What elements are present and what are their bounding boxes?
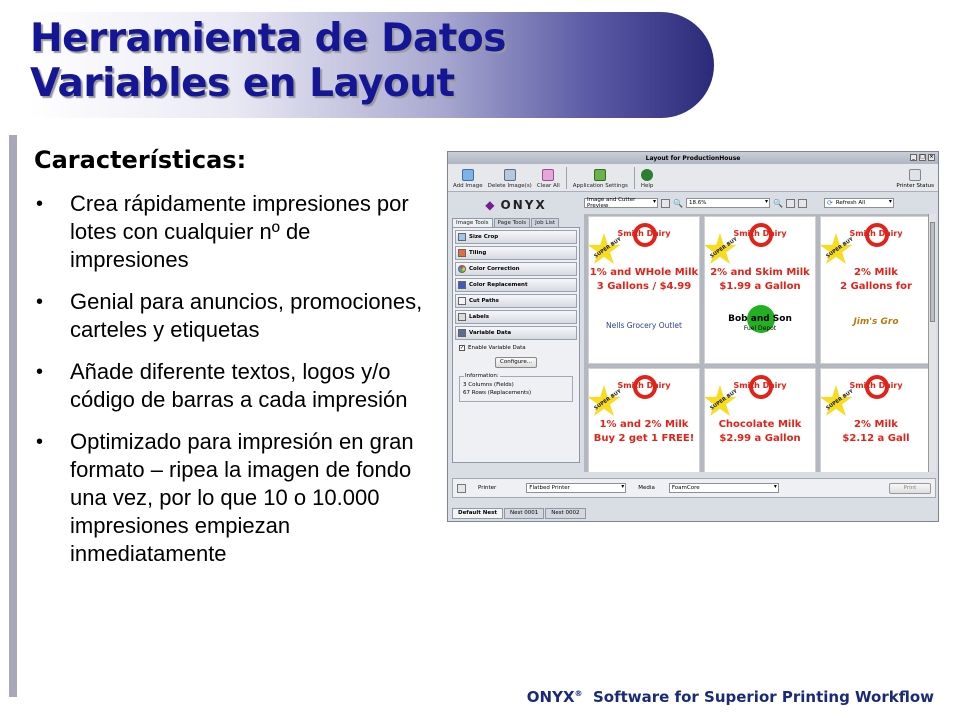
tab-image-tools[interactable]: Image Tools — [452, 218, 493, 227]
section-heading: Características: — [34, 146, 247, 174]
labels-icon — [458, 313, 466, 321]
onyx-logo-mark-icon: ◆ — [485, 198, 497, 212]
output-settings-bar — [452, 478, 936, 498]
toolbar-separator — [634, 167, 635, 189]
tool-tiling[interactable] — [455, 246, 577, 260]
minimize-icon[interactable]: _ — [910, 154, 917, 161]
printer-icon — [909, 169, 921, 181]
card-price: 2 Gallons for — [840, 281, 912, 292]
view-mode-select[interactable] — [584, 198, 658, 208]
tool-label: Size Crop — [469, 234, 499, 240]
footer-text: Software for Superior Printing Workflow — [592, 688, 934, 706]
enable-variable-data-label: Enable Variable Data — [468, 345, 526, 351]
footer-registered-mark: ® — [574, 689, 583, 698]
tool-color-correction[interactable] — [455, 262, 577, 276]
media-value: FoamCore — [671, 485, 700, 491]
help-button[interactable] — [640, 169, 655, 189]
tab-nest-0002[interactable]: Nest 0002 — [545, 508, 585, 519]
card-product: 2% and Skim Milk — [710, 267, 810, 278]
variable-data-icon — [458, 329, 466, 337]
tiling-icon — [458, 249, 466, 257]
printer-label: Printer — [478, 485, 497, 491]
print-card[interactable] — [588, 368, 700, 472]
feature-item: • Genial para anuncios, promociones, carteles y etiquetas — [34, 288, 434, 344]
toolbar-separator — [566, 167, 567, 189]
info-columns: 3 Columns (Fields) — [463, 382, 514, 388]
card-product: 2% Milk — [854, 267, 898, 278]
tool-label: Color Correction — [469, 266, 520, 272]
card-star-text: SUPER BUY — [825, 236, 855, 260]
zoom-value: 18.6% — [688, 200, 707, 206]
card-brand: Smith Dairy — [733, 229, 787, 238]
information-box — [459, 373, 573, 402]
card-product: Chocolate Milk — [718, 419, 802, 430]
card-brand: Smith Dairy — [617, 229, 671, 238]
tool-label: Tiling — [469, 250, 487, 256]
preview-toolbar — [584, 196, 936, 210]
info-rows: 67 Rows (Replacements) — [463, 390, 532, 396]
canvas-scrollbar[interactable] — [928, 214, 936, 472]
printer-value: Flatbed Printer — [529, 485, 570, 491]
printer-select[interactable] — [526, 483, 626, 493]
add-image-icon — [462, 169, 474, 181]
tool-label: Color Replacement — [469, 282, 528, 288]
slide-title — [30, 16, 590, 106]
single-view-icon[interactable] — [798, 199, 807, 208]
close-icon[interactable]: × — [929, 154, 934, 160]
print-button[interactable] — [889, 483, 931, 494]
refresh-all-label: Refresh All — [835, 200, 866, 206]
print-card[interactable] — [820, 216, 928, 364]
card-star-text: SUPER BUY — [709, 388, 739, 412]
help-icon — [641, 169, 653, 181]
application-settings-button[interactable] — [572, 169, 629, 189]
tool-label: Labels — [469, 314, 490, 320]
card-star-text: SUPER BUY — [593, 388, 623, 412]
variable-data-settings — [455, 342, 577, 405]
card-brand: Smith Dairy — [617, 381, 671, 390]
footer — [527, 688, 934, 706]
color-replacement-icon — [458, 281, 466, 289]
tab-job-list[interactable]: Job List — [531, 218, 559, 227]
settings-icon — [594, 169, 606, 181]
card-product: 2% Milk — [854, 419, 898, 430]
layout-canvas[interactable] — [584, 214, 928, 472]
card-brand: Smith Dairy — [733, 381, 787, 390]
tool-label: Variable Data — [469, 330, 512, 336]
card-store: Jim's Gro — [853, 317, 899, 327]
print-card[interactable] — [588, 216, 700, 364]
add-image-button[interactable] — [452, 169, 484, 189]
tool-size-crop[interactable] — [455, 230, 577, 244]
left-accent-rule — [9, 135, 17, 697]
feature-item: • Crea rápidamente impresiones por lotes con cualquier nº de impresiones — [34, 190, 434, 274]
zoom-in-icon[interactable]: 🔍 — [772, 198, 783, 208]
feature-item: • Optimizado para impresión en gran formato – ripea la imagen de fondo una vez, por lo que 10 o 10.000 impresiones empiezan inmediatamente — [34, 428, 434, 568]
size-crop-icon — [458, 233, 466, 241]
feature-list — [34, 190, 434, 582]
warning-icon — [457, 484, 466, 493]
scrollbar-thumb[interactable] — [930, 222, 935, 322]
card-brand: Smith Dairy — [849, 381, 903, 390]
application-settings-label: Application Settings — [572, 183, 628, 189]
tool-variable-data[interactable] — [455, 326, 577, 340]
print-card[interactable] — [820, 368, 928, 472]
card-product: 1% and WHole Milk — [589, 267, 699, 278]
app-titlebar — [448, 152, 938, 164]
tool-color-replacement[interactable] — [455, 278, 577, 292]
card-product: 1% and 2% Milk — [599, 419, 689, 430]
print-card[interactable] — [704, 216, 816, 364]
slide-title-line2: Variables en Layout — [30, 61, 455, 106]
feature-item: • Añade diferente textos, logos y/o código de barras a cada impresión — [34, 358, 434, 414]
card-price: Buy 2 get 1 FREE! — [593, 433, 695, 444]
delete-images-button[interactable] — [487, 169, 533, 189]
tab-page-tools[interactable]: Page Tools — [494, 218, 531, 227]
information-legend: Information: — [465, 373, 499, 379]
delete-image-icon — [504, 169, 516, 181]
eraser-icon — [542, 169, 554, 181]
card-store-sub: Fuel Depot — [743, 325, 777, 332]
delete-images-label: Delete Image(s) — [487, 183, 532, 189]
color-wheel-icon — [458, 265, 466, 273]
app-window-title: Layout for ProductionHouse — [645, 154, 741, 162]
window-controls — [910, 154, 935, 161]
tool-label: Cut Paths — [469, 298, 499, 304]
card-star-text: SUPER BUY — [709, 236, 739, 260]
help-label: Help — [640, 183, 654, 189]
panel-body — [452, 227, 580, 463]
printer-status-label: Printer Status — [896, 183, 934, 189]
grid-view-icon[interactable] — [786, 199, 795, 208]
tab-default-nest[interactable]: Default Nest — [452, 508, 503, 519]
media-label: Media — [638, 485, 655, 491]
zoom-out-icon[interactable]: 🔍 — [673, 198, 683, 208]
zoom-select[interactable] — [686, 198, 770, 208]
checkbox-checked-icon: ✓ — [460, 345, 465, 351]
card-brand: Smith Dairy — [849, 229, 903, 238]
tool-labels[interactable] — [455, 310, 577, 324]
media-select[interactable] — [669, 483, 779, 493]
panel-tabs — [452, 218, 580, 227]
print-card[interactable] — [704, 368, 816, 472]
configure-button[interactable]: Configure... — [495, 357, 537, 368]
slide-title-line1: Herramienta de Datos — [30, 16, 506, 61]
clear-all-label: Clear All — [536, 183, 560, 189]
app-toolbar — [448, 164, 938, 192]
card-price: 3 Gallons / $4.99 — [596, 281, 692, 292]
image-tools-panel — [452, 196, 580, 472]
tab-nest-0001[interactable]: Nest 0001 — [504, 508, 544, 519]
layout-app-window — [447, 151, 939, 522]
onyx-logo-text: ONYX — [500, 198, 547, 212]
nest-tabs — [452, 508, 586, 519]
maximize-icon[interactable]: □ — [920, 154, 925, 160]
footer-brand: ONYX — [526, 688, 575, 706]
view-mode-value: Image and Cutter Preview — [587, 197, 636, 209]
card-price: $1.99 a Gallon — [719, 281, 801, 292]
clear-all-button[interactable] — [536, 169, 561, 189]
refresh-icon: ⟳ — [826, 199, 833, 207]
onyx-logo — [452, 196, 580, 214]
refresh-all-select[interactable] — [824, 198, 894, 208]
tool-cut-paths[interactable] — [455, 294, 577, 308]
card-price: $2.12 a Gall — [842, 433, 910, 444]
print-label: Print — [903, 484, 917, 491]
card-star-text: SUPER BUY — [593, 236, 623, 260]
fit-view-icon[interactable] — [661, 199, 670, 208]
enable-variable-data-checkbox[interactable] — [459, 345, 573, 351]
card-store: Nells Grocery Outlet — [606, 321, 682, 330]
printer-status-button[interactable] — [896, 169, 934, 189]
card-price: $2.99 a Gallon — [719, 433, 801, 444]
card-star-text: SUPER BUY — [825, 388, 855, 412]
cut-paths-icon — [458, 297, 466, 305]
card-store: Bob and Son — [728, 314, 792, 324]
add-image-label: Add Image — [453, 183, 483, 189]
